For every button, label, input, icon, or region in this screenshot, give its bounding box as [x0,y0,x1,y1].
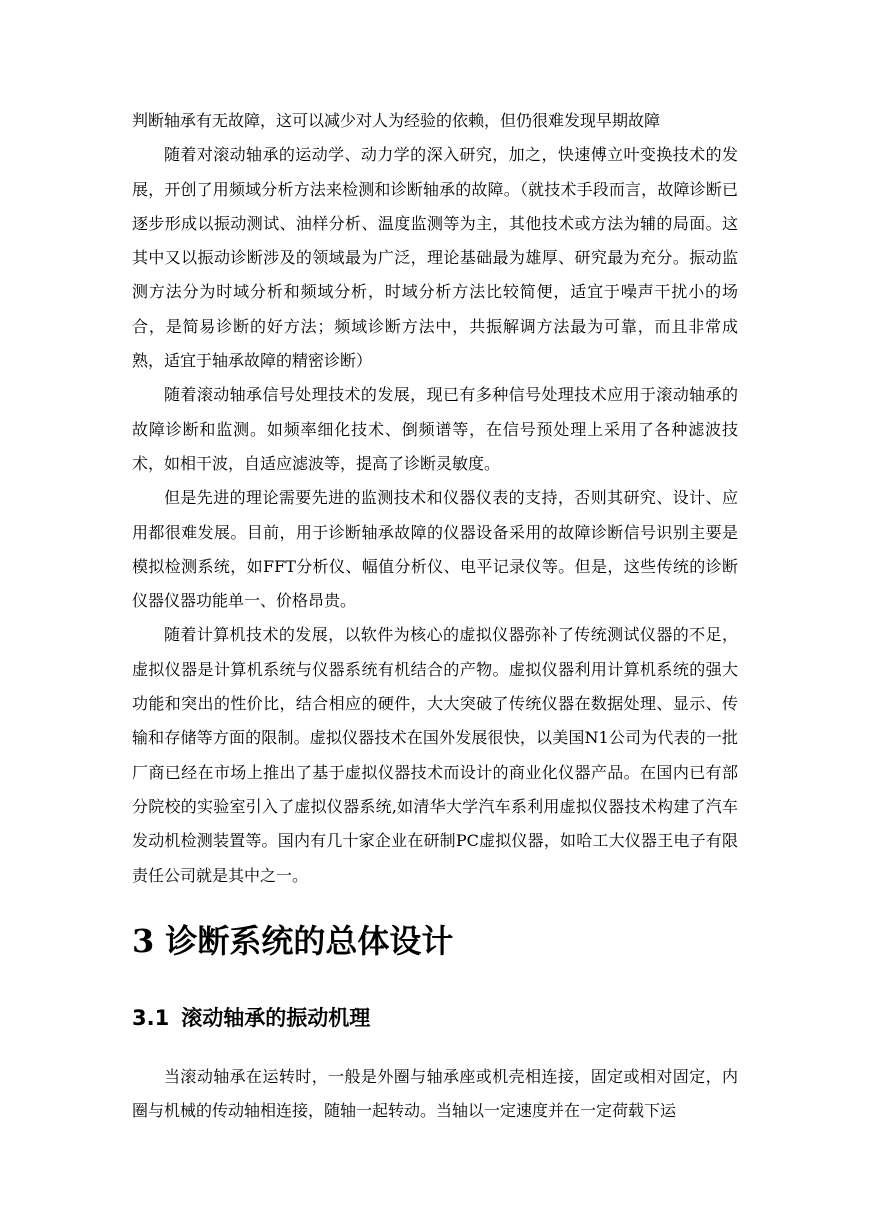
paragraph-3: 随着滚动轴承信号处理技术的发展，现已有多种信号处理技术应用于滚动轴承的故障诊断和监测。如频率细化技术、倒频谱等，在信号预处理上采用了各种滤波技术，如相干波，自适应滤波等，提高了诊断灵敏度。 [132,385,738,473]
chapter-heading: 3 诊断系统的总体设计 [132,922,454,960]
section-title: 滚动轴承的振动机理 [181,1006,371,1030]
section-heading [132,1000,370,1036]
paragraph-1: 判断轴承有无故障，这可以减少对人为经验的依赖，但仍很难发现早期故障 [132,111,661,130]
body-text-top [132,104,738,893]
section-number: 3.1 [132,1006,170,1030]
paragraph-5: 随着计算机技术的发展，以软件为核心的虚拟仪器弥补了传统测试仪器的不足，虚拟仪器是计算机系统与仪器系统有机结合的产物。虚拟仪器利用计算机系统的强大功能和突出的性价比，结合相应的硬件，大大突破了传统仪器在数据处理、显示、传输和存储等方面的限制。虚拟仪器技术在国外发展很快，以美国N1公司为代表的一批厂商已经在市场上推出了基于虚拟仪器技术而设计的商业化仪器产品。在国内已有部分院校的实验室引入了虚拟仪器系统,如清华大学汽车系利用虚拟仪器技术构建了汽车发动机检测装置等。国内有几十家企业在研制PC虚拟仪器，如哈工大仪器王电子有限责任公司就是其中之一。 [132,625,738,885]
paragraph-4: 但是先进的理论需要先进的监测技术和仪器仪表的支持，否则其研究、设计、应用都很难发展。目前，用于诊断轴承故障的仪器设备采用的故障诊断信号识别主要是模拟检测系统，如FFT分析仪、幅值分析仪、电平记录仪等。但是，这些传统的诊断仪器仪器功能单一、价格昂贵。 [132,488,738,611]
paragraph-2: 随着对滚动轴承的运动学、动力学的深入研究，加之，快速傅立叶变换技术的发展，开创了用频域分析方法来检测和诊断轴承的故障。（就技术手段而言，故障诊断已逐步形成以振动测试、油样分析、温度监测等为主，其他技术或方法为辅的局面。这其中又以振动诊断涉及的领域最为广泛，理论基础最为雄厚、研究最为充分。振动监测方法分为时域分析和频域分析，时域分析方法比较简便，适宜于噪声干扰小的场合，是简易诊断的好方法；频域诊断方法中，共振解调方法最为可靠，而且非常成熟，适宜于轴承故障的精密诊断） [132,145,738,371]
paragraph-6: 当滚动轴承在运转时，一般是外圈与轴承座或机壳相连接，固定或相对固定，内圈与机械的传动轴相连接，随轴一起转动。当轴以一定速度并在一定荷载下运 [132,1067,738,1121]
body-text-bottom [132,1060,738,1129]
